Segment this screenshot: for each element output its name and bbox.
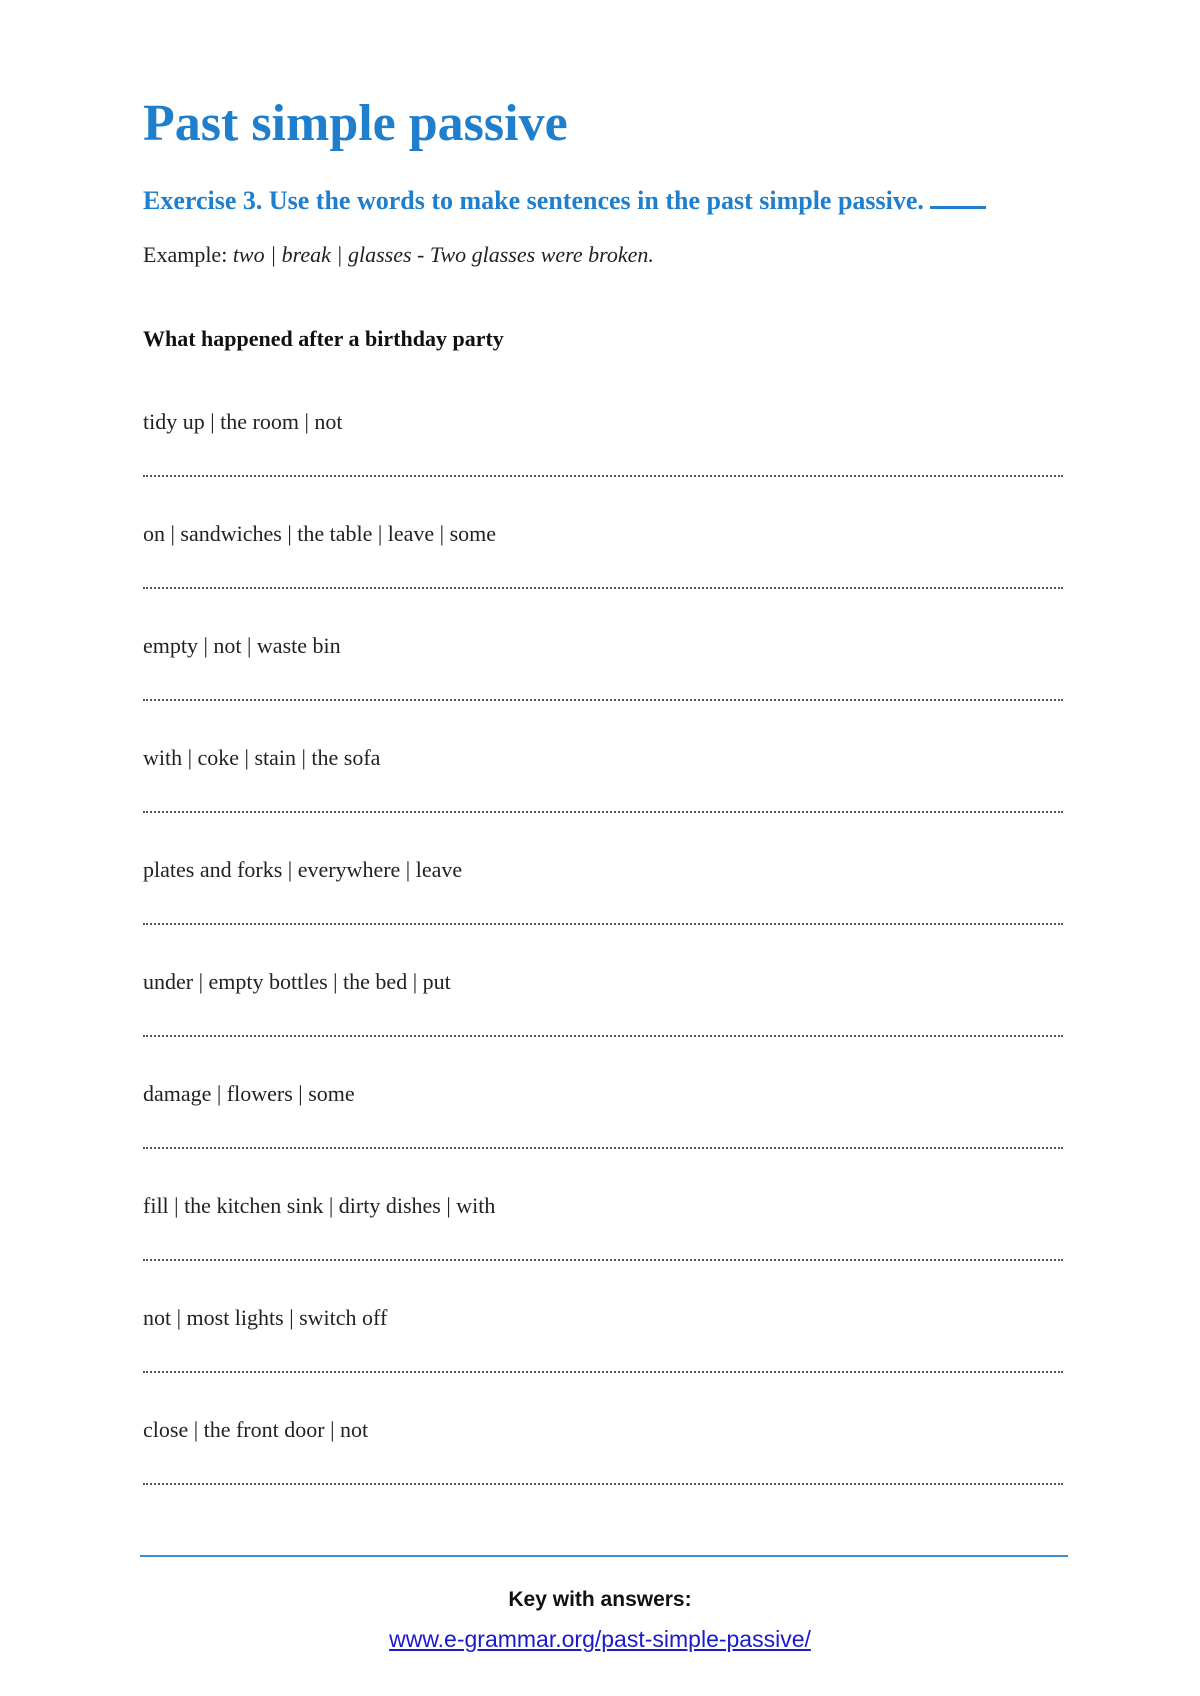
item-prompt: tidy up | the room | not: [143, 409, 343, 434]
exercise-instruction-text: Exercise 3. Use the words to make sentences in the past simple passive.: [143, 186, 924, 215]
item-prompt: damage | flowers | some: [143, 1081, 355, 1106]
example-label: Example:: [143, 242, 228, 267]
exercise-item: [143, 745, 1063, 857]
section-subtitle: What happened after a birthday party: [143, 326, 504, 351]
example-prompt: two | break | glasses: [232, 242, 412, 267]
answer-line[interactable]: [143, 1371, 1063, 1373]
exercise-item: [143, 521, 1063, 633]
answer-line[interactable]: [143, 699, 1063, 701]
footer-divider: [140, 1555, 1068, 1557]
item-prompt: not | most lights | switch off: [143, 1305, 388, 1330]
exercise-instruction: [143, 186, 986, 216]
answer-key-link[interactable]: www.e-grammar.org/past-simple-passive/: [389, 1626, 811, 1652]
exercise-item: [143, 1417, 1063, 1529]
item-prompt: fill | the kitchen sink | dirty dishes | with: [143, 1193, 496, 1218]
example-line: [143, 242, 654, 268]
answer-line[interactable]: [143, 811, 1063, 813]
example-separator: -: [417, 242, 425, 267]
item-prompt: empty | not | waste bin: [143, 633, 341, 658]
exercise-item: [143, 1193, 1063, 1305]
answer-line[interactable]: [143, 923, 1063, 925]
answer-line[interactable]: [143, 1147, 1063, 1149]
exercise-item: [143, 1081, 1063, 1193]
answer-key-label: Key with answers:: [508, 1588, 692, 1611]
exercise-item: [143, 1305, 1063, 1417]
answer-key-link-wrapper: [0, 1626, 1200, 1653]
exercise-item: [143, 857, 1063, 969]
answer-line[interactable]: [143, 475, 1063, 477]
item-prompt: on | sandwiches | the table | leave | some: [143, 521, 497, 546]
exercise-item: [143, 633, 1063, 745]
example-answer: Two glasses were broken.: [429, 242, 654, 267]
item-prompt: under | empty bottles | the bed | put: [143, 969, 451, 994]
page-title: Past simple passive: [143, 95, 568, 152]
answer-line[interactable]: [143, 587, 1063, 589]
answer-line[interactable]: [143, 1259, 1063, 1261]
answer-line[interactable]: [143, 1035, 1063, 1037]
item-prompt: close | the front door | not: [143, 1417, 369, 1442]
item-prompt: with | coke | stain | the sofa: [143, 745, 381, 770]
score-blank: [930, 186, 986, 209]
item-prompt: plates and forks | everywhere | leave: [143, 857, 463, 882]
exercise-item: [143, 409, 1063, 521]
answer-line[interactable]: [143, 1483, 1063, 1485]
exercise-item: [143, 969, 1063, 1081]
